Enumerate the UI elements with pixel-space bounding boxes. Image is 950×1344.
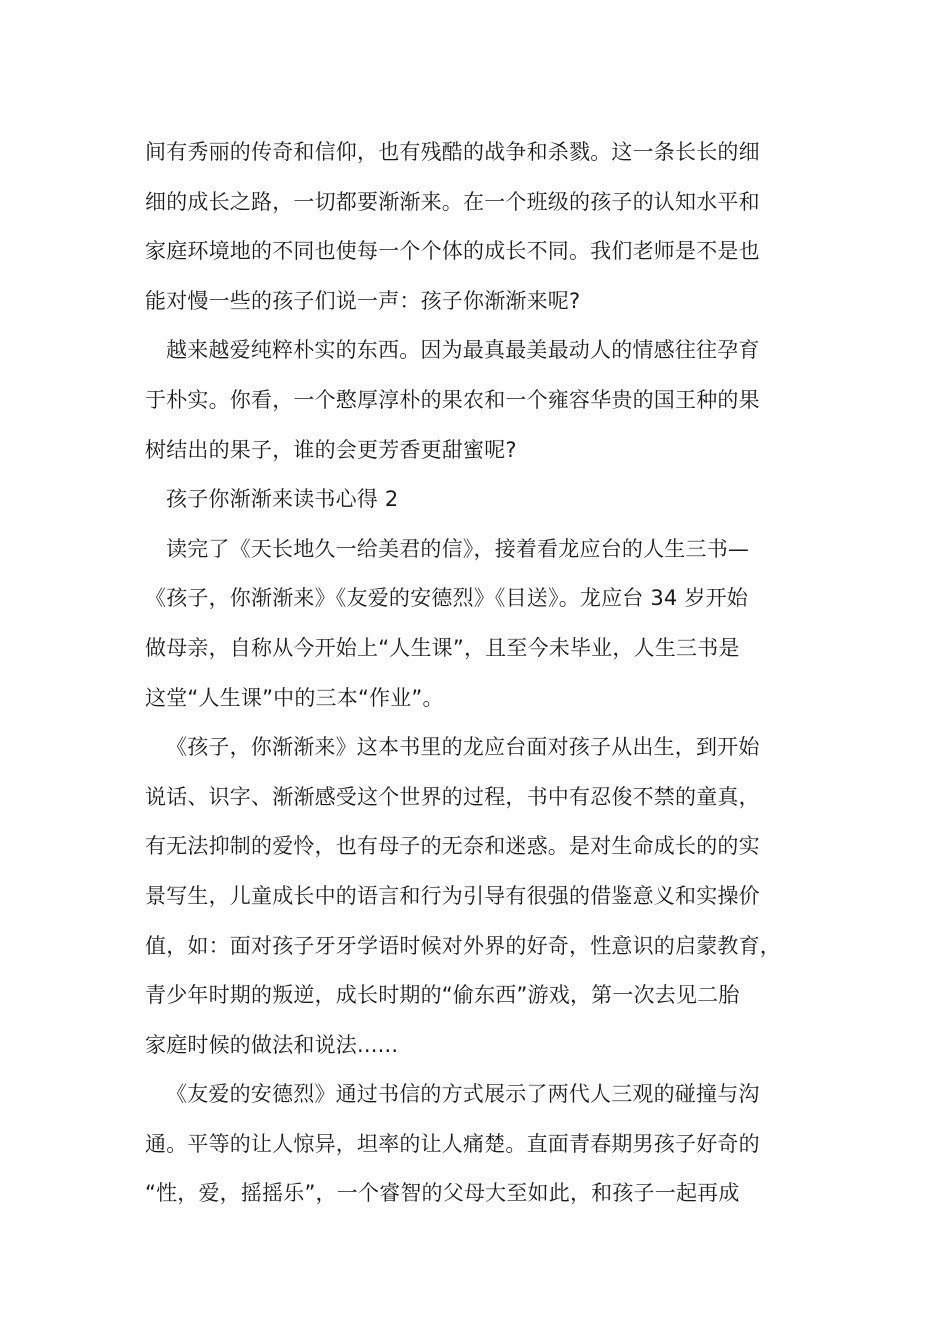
text-line: 树结出的果子，谁的会更芳香更甜蜜呢? bbox=[145, 437, 517, 462]
text-line: 越来越爱纯粹朴实的东西。因为最真最美最动人的情感往往孕育 bbox=[166, 338, 760, 363]
paragraph-5 bbox=[145, 1070, 825, 1219]
text-line: 说话、识字、渐渐感受这个世界的过程，书中有忍俊不禁的童真， bbox=[145, 784, 760, 809]
section-heading bbox=[145, 475, 825, 525]
text-line: 做母亲，自称从今开始上“人生课”，且至今未毕业，人生三书是 bbox=[145, 635, 740, 660]
text-line: 《友爱的安德烈》通过书信的方式展示了两代人三观的碰撞与沟 bbox=[166, 1082, 760, 1107]
text-line: 通。平等的让人惊异，坦率的让人痛楚。直面青春期男孩子好奇的 bbox=[145, 1131, 760, 1156]
text-line: 景写生，儿童成长中的语言和行为引导有很强的借鉴意义和实操价 bbox=[145, 883, 760, 908]
text-line: 《孩子，你渐渐来》这本书里的龙应台面对孩子从出生，到开始 bbox=[166, 735, 760, 760]
document-body bbox=[145, 128, 825, 1219]
paragraph-4 bbox=[145, 723, 825, 1070]
text-line: 于朴实。你看，一个憨厚淳朴的果农和一个雍容华贵的国王种的果 bbox=[145, 387, 760, 412]
text-line: 《孩子，你渐渐来》《友爱的安德烈》《目送》。龙应台 34 岁开始 bbox=[145, 586, 748, 611]
text-line: 间有秀丽的传奇和信仰，也有残酷的战争和杀戮。这一条长长的细 bbox=[145, 140, 760, 164]
text-line: 家庭时候的做法和说法...... bbox=[145, 1032, 399, 1057]
text-line: 能对慢一些的孩子们说一声：孩子你渐渐来呢? bbox=[145, 288, 581, 313]
heading-line: 孩子你渐渐来读书心得 2 bbox=[166, 487, 399, 512]
text-line: “性，爱，摇摇乐”，一个睿智的父母大至如此，和孩子一起再成 bbox=[145, 1181, 740, 1206]
paragraph-1 bbox=[145, 128, 825, 326]
text-line: 有无法抑制的爱怜，也有母子的无奈和迷惑。是对生命成长的的实 bbox=[145, 834, 760, 859]
text-line: 读完了《天长地久一给美君的信》，接着看龙应台的人生三书— bbox=[166, 536, 750, 561]
paragraph-2 bbox=[145, 326, 825, 475]
text-line: 这堂“人生课”中的三本“作业”。 bbox=[145, 685, 444, 710]
text-line: 青少年时期的叛逆，成长时期的“偷东西”游戏，第一次去见二胎 bbox=[145, 983, 740, 1008]
text-line: 值，如：面对孩子牙牙学语时候对外界的好奇，性意识的启蒙教育， bbox=[145, 933, 781, 958]
text-line: 细的成长之路，一切都要渐渐来。在一个班级的孩子的认知水平和 bbox=[145, 189, 760, 214]
paragraph-3 bbox=[145, 525, 825, 723]
text-line: 家庭环境地的不同也使每一个个体的成长不同。我们老师是不是也 bbox=[145, 239, 760, 264]
